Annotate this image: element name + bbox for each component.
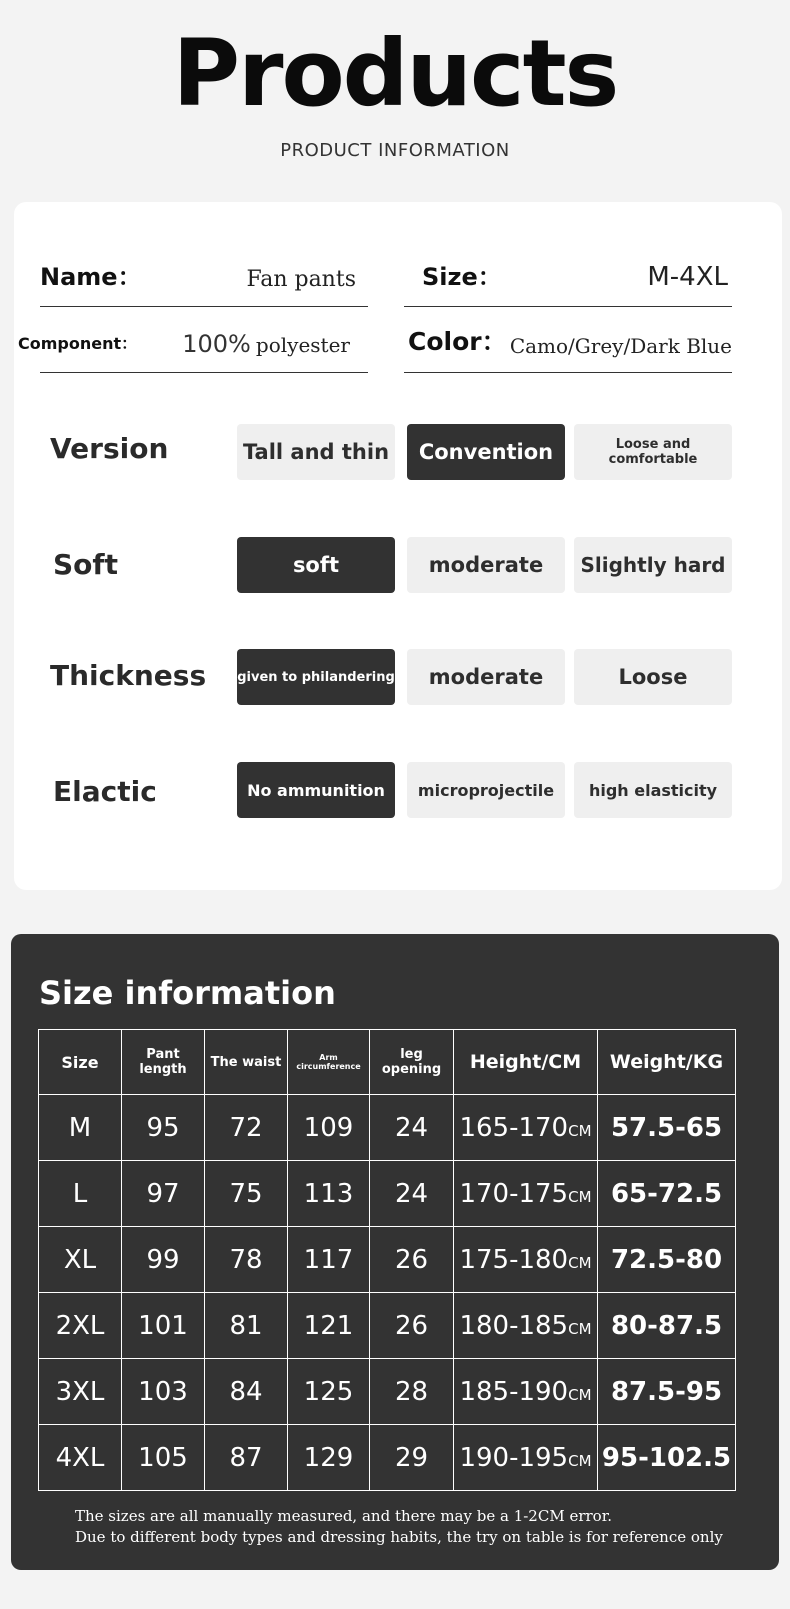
name-value: Fan pants [246,267,356,292]
table-row [39,1425,736,1491]
cell-weight: 80-87.5 [598,1293,736,1359]
cell-arm-circumference: 113 [288,1161,370,1227]
height-value: 185-190 [459,1376,569,1407]
cell-pant-length: 103 [122,1359,205,1425]
elastic-option-no-ammunition[interactable]: No ammunition [237,762,395,818]
color-value: Camo/Grey/Dark Blue [509,334,732,358]
height-unit: CM [568,1451,592,1470]
cell-leg-opening: 28 [370,1359,454,1425]
height-unit: CM [568,1187,592,1206]
cell-size: 3XL [39,1359,122,1425]
cell-pant-length: 99 [122,1227,205,1293]
cell-arm-circumference: 129 [288,1425,370,1491]
page-subtitle: PRODUCT INFORMATION [280,140,510,161]
cell-leg-opening: 29 [370,1425,454,1491]
cell-leg-opening: 26 [370,1293,454,1359]
version-label: Version [50,432,169,465]
version-option-convention[interactable]: Convention [407,424,565,480]
size-information-panel [11,934,779,1570]
soft-option-slightly-hard[interactable]: Slightly hard [574,537,732,593]
table-row [39,1095,736,1161]
header-height: Height/CM [454,1030,598,1095]
soft-option-moderate[interactable]: moderate [407,537,565,593]
height-value: 175-180 [459,1244,569,1275]
elastic-option-microprojectile[interactable]: microprojectile [407,762,565,818]
cell-leg-opening: 24 [370,1161,454,1227]
table-row [39,1227,736,1293]
cell-height [454,1359,598,1425]
cell-arm-circumference: 109 [288,1095,370,1161]
note-line-2: Due to different body types and dressing habits, the try on table is for reference only [75,1528,723,1546]
elastic-option-high-elasticity[interactable]: high elasticity [574,762,732,818]
component-number: 100% [182,330,251,358]
note-line-1: The sizes are all manually measured, and there may be a 1-2CM error. [75,1507,612,1525]
cell-weight: 57.5-65 [598,1095,736,1161]
header-pant-length: Pant length [122,1030,205,1095]
cell-waist: 72 [205,1095,288,1161]
color-label: Color： [408,327,507,356]
cell-weight: 72.5-80 [598,1227,736,1293]
soft-label: Soft [53,548,118,581]
cell-pant-length: 105 [122,1425,205,1491]
cell-size: L [39,1161,122,1227]
component-label: Component： [18,334,138,353]
cell-size: XL [39,1227,122,1293]
cell-size: M [39,1095,122,1161]
cell-pant-length: 101 [122,1293,205,1359]
thickness-option-moderate[interactable]: moderate [407,649,565,705]
height-unit: CM [568,1319,592,1338]
name-label: Name： [40,263,142,291]
height-unit: CM [568,1121,592,1140]
cell-weight: 65-72.5 [598,1161,736,1227]
size-table-header-row [39,1030,736,1095]
soft-option-soft[interactable]: soft [237,537,395,593]
cell-waist: 75 [205,1161,288,1227]
cell-leg-opening: 24 [370,1095,454,1161]
component-field [18,316,368,373]
cell-pant-length: 97 [122,1161,205,1227]
header-leg-opening: leg opening [370,1030,454,1095]
cell-arm-circumference: 121 [288,1293,370,1359]
cell-waist: 84 [205,1359,288,1425]
cell-height [454,1161,598,1227]
color-field [404,316,732,373]
version-option-tall-and-thin[interactable]: Tall and thin [237,424,395,480]
size-information-title: Size information [39,974,336,1012]
component-value: polyester [255,333,350,357]
page-title: Products [172,20,618,127]
header-size: Size [39,1030,122,1095]
height-value: 190-195 [459,1442,569,1473]
cell-arm-circumference: 117 [288,1227,370,1293]
height-unit: CM [568,1385,592,1404]
height-value: 180-185 [459,1310,569,1341]
header-weight: Weight/KG [598,1030,736,1095]
thickness-option-given-to-philandering[interactable]: given to philandering [237,649,395,705]
elastic-label: Elactic [53,775,157,808]
table-row [39,1293,736,1359]
name-field [40,250,368,307]
height-value: 170-175 [459,1178,569,1209]
height-unit: CM [568,1253,592,1272]
height-value: 165-170 [459,1112,569,1143]
header-arm-circumference: Arm circumference [288,1030,370,1095]
cell-waist: 81 [205,1293,288,1359]
cell-pant-length: 95 [122,1095,205,1161]
header-waist: The waist [205,1030,288,1095]
cell-weight: 95-102.5 [598,1425,736,1491]
size-label: Size： [422,263,502,291]
cell-height [454,1095,598,1161]
cell-size: 2XL [39,1293,122,1359]
size-value: M-4XL [647,262,728,292]
cell-size: 4XL [39,1425,122,1491]
thickness-label: Thickness [50,659,207,692]
cell-height [454,1227,598,1293]
component-value-wrap [182,330,350,358]
version-option-loose-and-comfortable[interactable]: Loose and comfortable [574,424,732,480]
table-row [39,1161,736,1227]
cell-height [454,1425,598,1491]
cell-waist: 87 [205,1425,288,1491]
table-row [39,1359,736,1425]
cell-weight: 87.5-95 [598,1359,736,1425]
cell-arm-circumference: 125 [288,1359,370,1425]
size-table [38,1029,736,1491]
thickness-option-loose[interactable]: Loose [574,649,732,705]
cell-leg-opening: 26 [370,1227,454,1293]
size-field [404,250,732,307]
cell-height [454,1293,598,1359]
measurement-note [75,1506,723,1548]
product-info-card [14,202,782,890]
cell-waist: 78 [205,1227,288,1293]
